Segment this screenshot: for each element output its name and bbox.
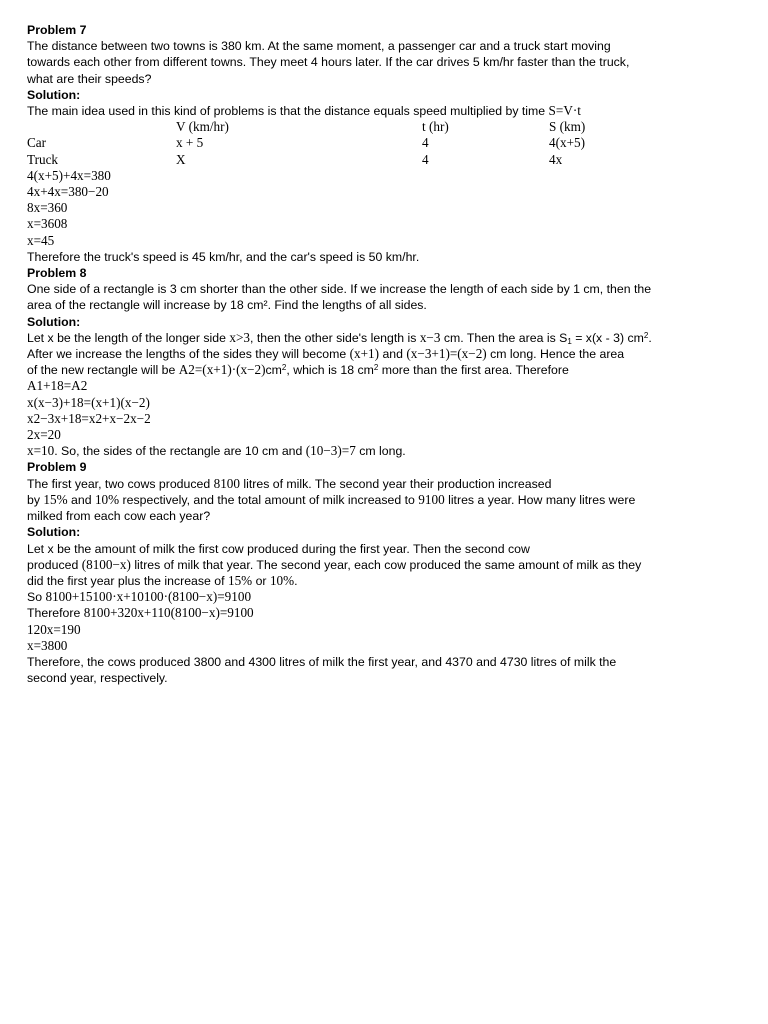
text-run: more than the first area. Therefore [378,363,569,378]
problem-8-solution-line [27,362,739,378]
subscript: 1 [567,336,572,346]
problem-7-intro [27,103,739,119]
table-cell: Truck [27,151,59,167]
math-run: 15% [43,491,68,507]
text-run: cm long. Hence the area [486,347,625,362]
problem-9 [27,459,739,686]
text-run: cm long. [355,444,406,459]
problem-7-conclusion: Therefore the truck's speed is 45 km/hr, and the car's speed is 50 km/hr. [27,249,420,264]
text-run: by [27,492,44,507]
problem-9-solution-line: Let x be the amount of milk the first cow produced during the first year. Then the second cow [27,541,530,556]
problem-8-statement-line: One side of a rectangle is 3 cm shorter than the other side. If we increase the length of each side by 1 cm, then the [27,282,652,297]
table-cell: Car [27,135,47,151]
text-run: and [67,492,95,507]
text-run: , which is 18 cm [286,363,374,378]
superscript: 2 [281,363,287,373]
problem-7-statement-line: what are their speeds? [27,71,152,86]
table-header-cell [27,119,176,135]
problem-8 [27,265,739,459]
equation-step: 120x=190 [27,621,81,637]
table-cell: 4x [549,151,563,167]
table-cell: 4 [422,135,429,151]
problem-9-solution-label: Solution: [27,525,81,540]
math-run: 10% [94,491,120,507]
text-run: did the first year plus the increase of [27,573,228,588]
equation-step: A1+18=A2 [27,378,88,394]
text-run: cm [265,363,282,378]
math-run: (x−3+1)=(x−2) [406,346,487,362]
problem-9-statement-line [27,492,739,508]
math-run: x−3 [419,329,441,345]
math-run: 8100+320x+110(8100−x)=9100 [83,605,254,621]
text-run: and [379,347,407,362]
speed-table [27,119,669,168]
text-run: . [648,330,652,345]
equation-step: 2x=20 [27,427,61,443]
problem-9-conclusion-line: Therefore, the cows produced 3800 and 4300 litres of milk the first year, and 4370 and 4730 litres of milk the [27,654,617,669]
table-row [27,135,669,151]
math-run: x=10 [27,443,55,459]
superscript: 2 [643,330,649,340]
text-run: , then the other side's length is [249,330,420,345]
text-run: Let x be the length of the longer side [27,330,230,345]
problem-8-conclusion [27,443,739,459]
text-run: = x(x - 3) cm [571,330,644,345]
math-run: 8100+15100·x+10100·(8100−x)=9100 [45,589,252,605]
equation-step: 4x+4x=380−20 [27,184,109,200]
table-header-cell: t (hr) [422,119,449,135]
math-run: 15% [227,572,253,588]
equation-step: 4(x+5)+4x=380 [27,167,111,183]
table-cell: X [176,151,186,167]
math-run: (8100−x) [81,556,131,572]
problem-7-statement-line: towards each other from different towns. They meet 4 hours later. If the car drives 5 km/hr faster than the truck, [27,55,630,70]
problem-9-heading: Problem 9 [27,460,87,475]
text-run: After we increase the lengths of the sides they will become [27,347,350,362]
problem-7-heading: Problem 7 [27,23,87,37]
problem-8-heading: Problem 8 [27,266,87,281]
problem-8-statement-line: area of the rectangle will increase by 18 cm². Find the lengths of all sides. [27,298,427,313]
math-run: x>3 [229,329,250,345]
problem-9-equation-line [27,605,739,621]
problem-9-equation-line [27,589,739,605]
text-run: produced [27,557,82,572]
problem-9-conclusion-line: second year, respectively. [27,671,168,686]
math-run: 9100 [418,491,445,507]
equation-step: x2−3x+18=x2+x−2x−2 [27,410,151,426]
text-run: . So, the sides of the rectangle are 10 cm and [54,444,306,459]
math-run: (10−3)=7 [305,443,356,459]
problem-8-solution-label: Solution: [27,314,81,329]
math-run: 10% [269,572,295,588]
table-header-cell: V (km/hr) [176,119,229,135]
math-run: 8100 [213,475,240,491]
math-run: (x+1) [349,346,380,362]
math-run: A2=(x+1)·(x−2) [178,362,266,378]
text-run: of the new rectangle will be [27,363,179,378]
problem-8-solution-line [27,330,739,346]
text-run: litres a year. How many litres were [444,492,636,507]
text-run: litres of milk. The second year their production increased [239,476,552,491]
problem-9-solution-line [27,573,739,589]
table-cell: x + 5 [176,135,204,151]
problem-8-solution-line [27,346,739,362]
problem-7 [27,22,739,265]
table-cell: 4(x+5) [549,135,586,151]
problem-9-statement-line: milked from each cow each year? [27,509,211,524]
text-run: So [27,590,46,605]
equation-step: 8x=360 [27,200,68,216]
problem-9-statement-line [27,476,739,492]
text-run: cm. Then the area is S [440,330,568,345]
problem-7-solution-label: Solution: [27,87,81,102]
intro-text: The main idea used in this kind of problems is that the distance equals speed multiplied by time [27,104,546,119]
table-header-row [27,119,669,135]
superscript: 2 [373,363,379,373]
equation-step: x=45 [27,232,55,248]
equation-step: x(x−3)+18=(x+1)(x−2) [27,394,150,410]
text-run: respectively, and the total amount of milk increased to [119,492,419,507]
equation-step: x=3608 [27,216,68,232]
document-page [27,22,739,686]
text-run: The first year, two cows produced [27,476,214,491]
problem-7-statement-line: The distance between two towns is 380 km. At the same moment, a passenger car and a truck start moving [27,39,611,54]
table-row [27,152,669,168]
problem-9-solution-line [27,557,739,573]
equation-step: x=3800 [27,637,68,653]
text-run: litres of milk that year. The second year, each cow produced the same amount of milk as they [130,557,642,572]
formula: S=V·t [548,103,581,119]
table-header-cell: S (km) [549,119,586,135]
text-run: . [294,573,298,588]
table-cell: 4 [422,151,429,167]
text-run: or [252,573,270,588]
text-run: Therefore [27,606,84,621]
